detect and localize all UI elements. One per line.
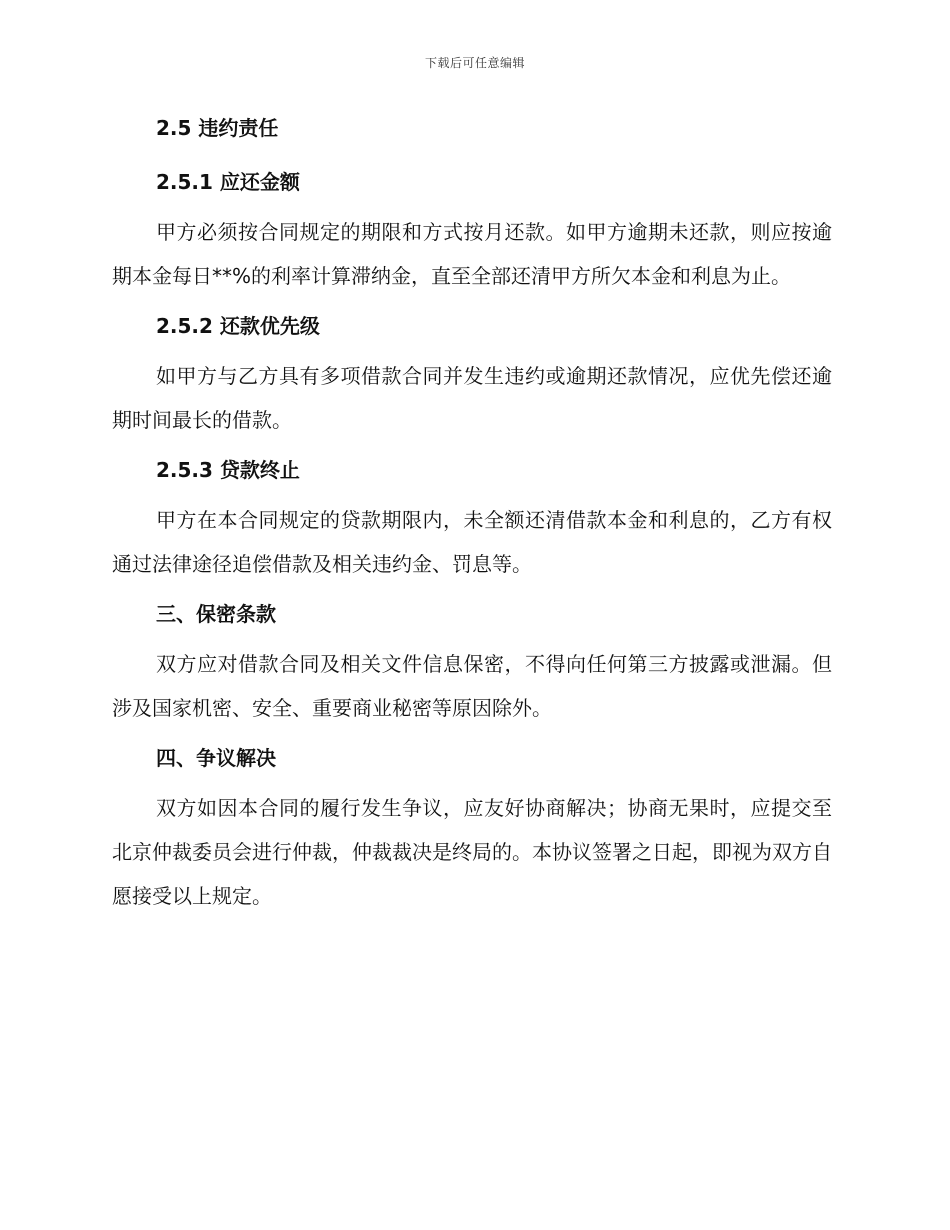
section-2-5-2-heading: 2.5.2 还款优先级: [156, 314, 320, 338]
section-2-5-heading: 2.5 违约责任: [156, 116, 279, 140]
section-2-5-3-body: 甲方在本合同规定的贷款期限内，未全额还清借款本金和利息的，乙方有权通过法律途径追偿借款及相关违约金、罚息等。: [112, 508, 832, 576]
section-2-5-1-body: 甲方必须按合同规定的期限和方式按月还款。如甲方逾期未还款，则应按逾期本金每日**%的利率计算滞纳金，直至全部还清甲方所欠本金和利息为止。: [112, 220, 832, 288]
section-4-body: 双方如因本合同的履行发生争议，应友好协商解决；协商无果时，应提交至北京仲裁委员会进行仲裁，仲裁裁决是终局的。本协议签署之日起，即视为双方自愿接受以上规定。: [112, 796, 832, 908]
section-2-5-2-body: 如甲方与乙方具有多项借款合同并发生违约或逾期还款情况，应优先偿还逾期时间最长的借款。: [112, 364, 832, 432]
section-2-5-3-heading: 2.5.3 贷款终止: [156, 458, 300, 482]
section-2-5-1-heading: 2.5.1 应还金额: [156, 170, 300, 194]
section-3-heading: 三、保密条款: [156, 602, 276, 626]
page-header: 下载后可任意编辑: [424, 56, 525, 70]
document-content: [112, 112, 832, 918]
section-4-heading: 四、争议解决: [156, 746, 276, 770]
section-3-body: 双方应对借款合同及相关文件信息保密，不得向任何第三方披露或泄漏。但涉及国家机密、安全、重要商业秘密等原因除外。: [112, 652, 832, 720]
